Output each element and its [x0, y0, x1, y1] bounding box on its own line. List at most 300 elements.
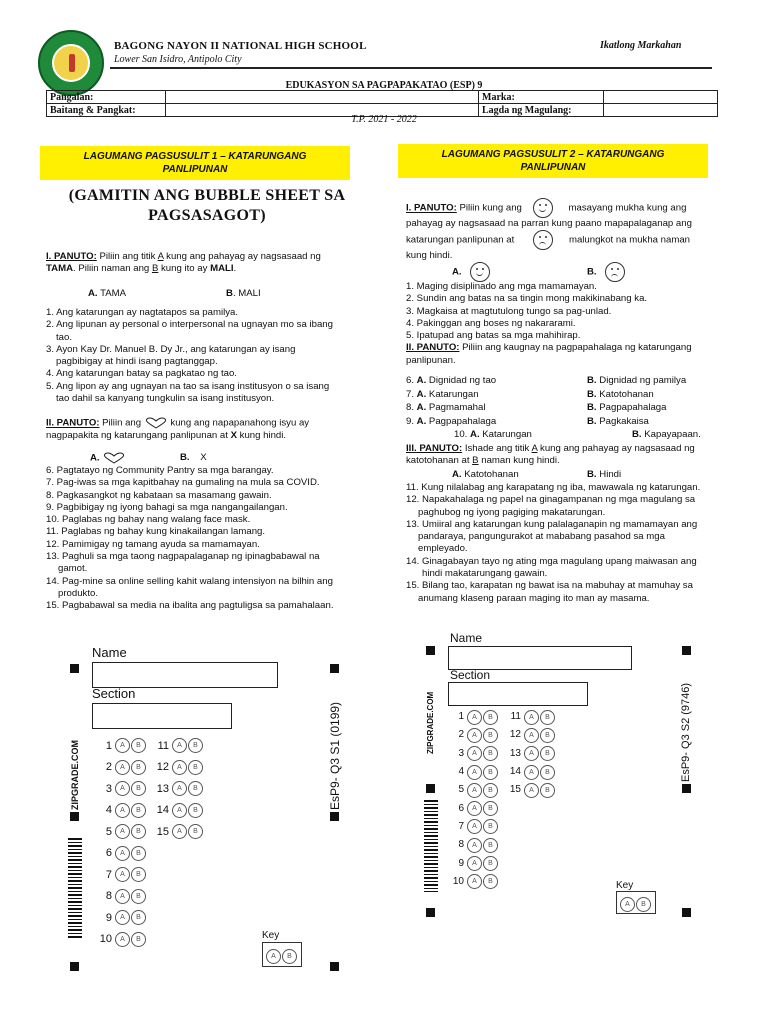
- answer-row: [96, 864, 204, 886]
- answer-bubble-b[interactable]: B: [483, 765, 498, 780]
- answer-bubble-a[interactable]: A: [115, 889, 130, 904]
- answer-bubble-a[interactable]: A: [467, 801, 482, 816]
- answer-bubble-b[interactable]: B: [188, 738, 203, 753]
- question-number: 10.: [454, 429, 471, 440]
- pair-row: [406, 416, 726, 430]
- option-text: Dignidad ng pamilya: [596, 375, 687, 386]
- question-number: 15: [509, 784, 521, 796]
- zipgrade-brand: ZIPGRADE.COM: [426, 691, 435, 754]
- marka-field[interactable]: [604, 91, 718, 104]
- answer-bubble-a[interactable]: A: [115, 846, 130, 861]
- pair-row: [406, 389, 726, 403]
- pair-row: [406, 402, 726, 416]
- q2-option-b: [587, 262, 625, 282]
- key-bubble-b: B: [282, 949, 297, 964]
- answer-grid: [96, 735, 204, 950]
- question-number: 7.: [406, 388, 417, 400]
- q2-part3-text: katotohanan at: [406, 455, 473, 467]
- answer-row: [448, 854, 556, 872]
- answer-bubble-b[interactable]: B: [131, 846, 146, 861]
- question-number: 11: [510, 711, 521, 723]
- question-number: 10: [452, 875, 464, 887]
- answer-row: [96, 821, 204, 843]
- answer-bubble-a[interactable]: A: [172, 738, 187, 753]
- quiz2-part1: [406, 198, 724, 263]
- alignment-marker: [330, 962, 339, 971]
- pair-option-b: [587, 402, 666, 414]
- answer-bubble-b[interactable]: B: [483, 856, 498, 871]
- torch-icon: [69, 54, 75, 72]
- smiley-face-icon: [470, 262, 490, 282]
- question-number: 9: [458, 857, 464, 869]
- question-number: 13: [509, 747, 521, 759]
- q2-part3-heading: III. PANUTO:: [406, 443, 463, 454]
- answer-bubble-b[interactable]: B: [131, 932, 146, 947]
- list-item: 9. Pagbibigay ng iyong bahagi sa mga nangangailangan.: [46, 501, 288, 513]
- answer-bubble-b[interactable]: B: [540, 746, 555, 761]
- answer-row: [448, 763, 556, 781]
- answer-bubble-a[interactable]: A: [524, 783, 539, 798]
- option-text: Pagpapahalaga: [426, 415, 497, 427]
- question-number: 8: [105, 890, 112, 903]
- school-address: Lower San Isidro, Antipolo City: [114, 54, 242, 65]
- key-bubble-a: A: [620, 897, 635, 912]
- alignment-marker: [426, 646, 435, 655]
- answer-bubble-b[interactable]: B: [188, 824, 203, 839]
- alignment-marker: [70, 812, 79, 821]
- part2-option-a: [90, 452, 126, 465]
- list-item: 5. Ipatupad ang batas sa mga mahihirap.: [406, 330, 581, 342]
- option-letter: B.: [587, 469, 597, 480]
- answer-bubble-a[interactable]: A: [467, 838, 482, 853]
- answer-bubble-b[interactable]: B: [540, 710, 555, 725]
- bubble-sheet-instruction-line1: (GAMITIN ANG BUBBLE SHEET SA: [68, 187, 346, 204]
- list-item: 2. Ang lipunan ay personal o interpersonal na ugnayan mo sa ibang: [46, 319, 333, 331]
- quiz2-banner: [398, 144, 708, 178]
- answer-bubble-b[interactable]: B: [483, 728, 498, 743]
- answer-bubble-a[interactable]: A: [467, 710, 482, 725]
- list-item: 4. Pakinggan ang boses ng nakararami.: [406, 317, 576, 329]
- part2-items: [46, 465, 366, 613]
- option-text: Pagmamahal: [426, 402, 486, 413]
- x-keyword: X: [230, 429, 237, 441]
- pair-option-b: [587, 375, 686, 387]
- answer-bubble-b[interactable]: B: [131, 738, 146, 753]
- list-item: hindi makatarungang gawain.: [422, 568, 548, 580]
- option-letter: A.: [416, 375, 427, 386]
- answer-bubble-a[interactable]: A: [172, 824, 187, 839]
- option-text: Katotohanan: [461, 469, 519, 480]
- question-number: 12: [509, 729, 521, 741]
- list-item: 7. Pag-iwas sa mga kapitbahay na gumaling na mula sa COVID.: [46, 477, 320, 489]
- list-item: 1. Maging disiplinado ang mga mamamayan.: [406, 281, 597, 292]
- part2-text: nagpapakita ng katarungang panlipunan at: [46, 429, 231, 441]
- alignment-marker: [682, 784, 691, 793]
- answer-bubble-b[interactable]: B: [188, 781, 203, 796]
- answer-bubble-a[interactable]: A: [467, 856, 482, 871]
- marka-label: Marka:: [479, 91, 604, 104]
- answer-bubble-a[interactable]: A: [115, 867, 130, 882]
- option-letter: A.: [416, 415, 427, 427]
- option-letter: A.: [90, 452, 100, 464]
- q2-part3-text: Ishade ang titik: [462, 443, 532, 454]
- q2-part1-heading: I. PANUTO:: [406, 202, 457, 214]
- answer-bubble-a[interactable]: A: [115, 824, 130, 839]
- answer-bubble-b[interactable]: B: [540, 765, 555, 780]
- list-item: paghubog ng iyong pagiging makatarungan.: [418, 506, 606, 518]
- answer-bubble-b[interactable]: B: [131, 760, 146, 775]
- q2-part1-text: masayang mukha kung ang: [568, 202, 687, 214]
- alignment-marker: [682, 908, 691, 917]
- list-item: 5. Ang lipon ay ang ugnayan na tao sa isang institusyon o sa isang: [46, 380, 330, 392]
- list-item: anumang klaseng paraan maging ito man ay masama.: [418, 592, 650, 604]
- section-field[interactable]: [448, 682, 588, 706]
- list-item: 3. Ayon Kay Dr. Manuel B. Dy Jr., ang katarungan ay isang: [46, 343, 296, 355]
- pair-row: [406, 429, 726, 443]
- part1-instruction-line2: [46, 263, 362, 275]
- list-item: pandaraya, pangungurakot at mababang pasahod sa mga: [418, 531, 665, 543]
- option-text: Dignidad ng tao: [426, 375, 497, 386]
- option-text: Hindi: [596, 469, 622, 480]
- answer-bubble-b[interactable]: B: [131, 781, 146, 796]
- answer-row: [96, 778, 204, 800]
- question-number: 6: [458, 802, 464, 814]
- answer-row: [448, 708, 556, 726]
- school-name: BAGONG NAYON II NATIONAL HIGH SCHOOL: [114, 40, 367, 52]
- list-item: 15. Pagbabawal sa media na ibalita ang pagtuligsa sa pamahalaan.: [46, 600, 334, 612]
- answer-bubble-b[interactable]: B: [483, 874, 498, 889]
- question-number: 3: [105, 782, 112, 795]
- key-bubble-b: B: [636, 897, 651, 912]
- list-item: 6. Pagtatayo ng Community Pantry sa mga barangay.: [46, 465, 274, 476]
- question-number: 10: [99, 933, 112, 946]
- answer-bubble-a[interactable]: A: [115, 781, 130, 796]
- alignment-marker: [426, 908, 435, 917]
- list-item: 12. Pamimigay ng tamang ayuda sa mamamayan.: [46, 538, 260, 550]
- name-field[interactable]: [92, 662, 278, 688]
- question-number: 3: [458, 747, 464, 759]
- part1-heading: I. PANUTO:: [46, 251, 97, 262]
- quiz2-banner-line2: PANLIPUNAN: [520, 162, 586, 173]
- q2-part1-items: [406, 281, 724, 367]
- section-label: Section: [92, 686, 136, 701]
- option-letter: A.: [416, 388, 427, 400]
- answer-bubble-a[interactable]: A: [115, 760, 130, 775]
- answer-bubble-b[interactable]: B: [131, 889, 146, 904]
- list-item: 11. Paglabas ng bahay kung kinakailangan lamang.: [46, 526, 266, 538]
- question-number: 4: [458, 766, 464, 778]
- list-item: 14. Ginagabayan tayo ng ating mga magulang upang maiwasan ang: [406, 555, 697, 567]
- sheet-code: EsP9- Q3 S1 (0199): [328, 701, 342, 810]
- question-number: 1: [458, 711, 464, 723]
- logo-emblem: [52, 44, 90, 82]
- answer-row: [96, 929, 204, 951]
- quiz1-part2: [46, 417, 364, 442]
- smiley-face-icon: [533, 198, 553, 218]
- answer-bubble-b[interactable]: B: [131, 803, 146, 818]
- q2-part1-line4: kung hindi.: [406, 250, 453, 262]
- zipgrade-brand: ZIPGRADE.COM: [70, 739, 80, 810]
- sad-face-icon: [605, 262, 625, 282]
- option-letter: B.: [587, 415, 597, 427]
- key-bubble-a: A: [266, 949, 281, 964]
- pair-option-a: [454, 429, 532, 441]
- answer-bubble-b[interactable]: B: [131, 867, 146, 882]
- question-number: 6.: [406, 375, 417, 386]
- option-letter: B.: [587, 375, 597, 386]
- answer-row: [448, 799, 556, 817]
- question-number: 8: [458, 839, 464, 851]
- option-text: Pagpapahalaga: [596, 402, 667, 413]
- part2-text: kung ang napapanahong isyu ay: [167, 417, 310, 429]
- question-number: 6: [105, 847, 112, 860]
- q2-part1-text: Piliin kung ang: [456, 202, 525, 214]
- part2-heading: II. PANUTO:: [46, 417, 100, 429]
- part2-option-b: [180, 452, 207, 464]
- key-box: [616, 891, 656, 914]
- pangalan-field[interactable]: [166, 91, 479, 104]
- question-number: 7: [105, 868, 112, 881]
- option-text: X: [200, 452, 207, 463]
- list-item: 1. Ang katarungan ay nagtatapos sa pamilya.: [46, 307, 239, 318]
- part2-text: Piliin ang: [99, 417, 144, 429]
- alignment-marker: [426, 784, 435, 793]
- question-number: 11: [157, 739, 169, 752]
- answer-row: [96, 735, 204, 757]
- answer-bubble-a[interactable]: A: [172, 781, 187, 796]
- question-number: 14: [156, 804, 169, 817]
- q2-part2-line2: panlipunan.: [406, 354, 456, 366]
- quiz1-part1: [46, 251, 362, 276]
- part1-letter-a: A: [157, 251, 164, 262]
- answer-bubble-a[interactable]: A: [467, 746, 482, 761]
- question-number: 2: [458, 729, 464, 741]
- q2-part1-line2: pahayag ay nagsasaad na parran kung paano mapapalaganap ang: [406, 218, 692, 229]
- option-letter: B.: [587, 388, 597, 400]
- option-letter: A.: [452, 266, 462, 278]
- list-item: 8. Pagkasangkot ng kabataan sa masamang gawain.: [46, 489, 272, 501]
- answer-bubble-b[interactable]: B: [483, 783, 498, 798]
- option-text: Katarungan: [426, 388, 479, 400]
- question-number: 4: [105, 804, 112, 817]
- heart-icon: [102, 452, 126, 464]
- mali-keyword: MALI: [210, 263, 234, 275]
- bubble-sheet-1: [60, 640, 360, 980]
- pair-option-a: [406, 375, 496, 387]
- alignment-marker: [70, 664, 79, 673]
- question-number: 12: [156, 761, 169, 774]
- list-item: 12. Napakahalaga ng papel na ginagampanan ng mga magulang sa: [406, 494, 696, 506]
- list-item: 2. Sundin ang batas na sa tingin mong makikinabang ka.: [406, 293, 648, 305]
- bubble-sheet-2: [420, 630, 700, 930]
- part1-option-b: [226, 288, 261, 300]
- key-label: Key: [616, 880, 634, 891]
- option-text: Katarungan: [479, 429, 532, 440]
- part1-text: . Piliin naman ang: [73, 263, 152, 275]
- answer-row: [448, 873, 556, 891]
- part1-text: .: [233, 263, 237, 275]
- pair-option-a: [406, 416, 496, 428]
- answer-bubble-a[interactable]: A: [467, 819, 482, 834]
- answer-row: [448, 745, 556, 763]
- option-text: TAMA: [97, 288, 127, 299]
- answer-bubble-b[interactable]: B: [188, 803, 203, 818]
- q2-part2-heading: II. PANUTO:: [406, 342, 460, 354]
- alignment-marker: [70, 962, 79, 971]
- subject-title: EDUKASYON SA PAGPAPAKATAO (ESP) 9: [285, 80, 483, 91]
- q2-part3-text: kung ang pahayag ay nagsasaad ng: [537, 443, 695, 454]
- answer-bubble-b[interactable]: B: [540, 783, 555, 798]
- list-item: 11. Kung nilalabag ang karapatang ng iba, mawawala ng katarungan.: [406, 482, 701, 493]
- quiz1-banner: [40, 146, 350, 180]
- question-number: 2: [105, 761, 112, 774]
- sheet-code: EsP9- Q3 S2 (9746): [680, 682, 692, 782]
- section-label: Section: [450, 668, 491, 682]
- answer-bubble-a[interactable]: A: [467, 874, 482, 889]
- pair-option-b: [587, 389, 654, 401]
- list-item: 13. Umiiral ang katarungan kung palalaganapin ng mamamayan ang: [406, 518, 698, 530]
- option-letter: A.: [452, 469, 462, 480]
- pair-option-b: [587, 416, 649, 428]
- name-label: Name: [450, 631, 483, 645]
- question-number: 7: [458, 820, 464, 832]
- answer-row: [448, 818, 556, 836]
- part1-text: kung ito ay: [158, 263, 211, 275]
- name-field[interactable]: [448, 646, 632, 670]
- answer-bubble-b[interactable]: B: [131, 910, 146, 925]
- lagda-label: Lagda ng Magulang:: [479, 104, 604, 117]
- answer-bubble-a[interactable]: A: [524, 728, 539, 743]
- question-number: 15: [156, 825, 169, 838]
- quiz1-banner-line1: LAGUMANG PAGSUSULIT 1 – KATARUNGANG: [83, 151, 307, 162]
- answer-bubble-b[interactable]: B: [483, 801, 498, 816]
- pair-option-b: [632, 429, 701, 441]
- q2-part2-line1: [406, 342, 724, 354]
- part1-items: [46, 307, 364, 405]
- answer-bubble-a[interactable]: A: [172, 803, 187, 818]
- q2-part3-letter-b: B: [472, 455, 479, 467]
- answer-row: [96, 843, 204, 865]
- answer-bubble-b[interactable]: B: [131, 824, 146, 839]
- option-letter: B.: [632, 429, 642, 440]
- answer-bubble-a[interactable]: A: [467, 783, 482, 798]
- option-letter: B.: [587, 402, 597, 413]
- answer-bubble-b[interactable]: B: [188, 760, 203, 775]
- sad-face-icon: [533, 230, 553, 250]
- alignment-marker: [330, 812, 339, 821]
- option-letter: A.: [470, 429, 480, 440]
- option-text: Kapayapaan.: [641, 429, 701, 440]
- answer-bubble-a[interactable]: A: [115, 738, 130, 753]
- answer-bubble-b[interactable]: B: [483, 710, 498, 725]
- question-number: 5: [105, 825, 112, 838]
- quiz1-banner-line2: PANLIPUNAN: [162, 164, 228, 175]
- answer-bubble-a[interactable]: A: [115, 910, 130, 925]
- q2-part2-pairs: [406, 375, 726, 443]
- heart-icon: [144, 417, 168, 429]
- barcode: [68, 838, 82, 938]
- answer-row: [96, 886, 204, 908]
- question-number: 5: [458, 784, 464, 796]
- q2-part3-letter-a: A: [531, 443, 538, 454]
- option-text: Pagkakaisa: [596, 415, 649, 427]
- option-letter: A.: [416, 402, 427, 413]
- q2-part3-items: [406, 482, 726, 605]
- answer-bubble-a[interactable]: A: [467, 765, 482, 780]
- answer-bubble-a[interactable]: A: [115, 932, 130, 947]
- answer-bubble-a[interactable]: A: [524, 765, 539, 780]
- barcode: [424, 800, 438, 892]
- alignment-marker: [682, 646, 691, 655]
- part2-text: kung hindi.: [236, 429, 287, 441]
- answer-row: [448, 836, 556, 854]
- option-text: Katotohanan: [596, 388, 654, 400]
- option-letter: B: [226, 288, 233, 299]
- q2-part1-text: malungkot na mukha naman: [568, 234, 691, 246]
- answer-row: [96, 800, 204, 822]
- list-item: 14. Pag-mine sa online selling kahit walang intensiyon na bilhin ang: [46, 575, 333, 587]
- header-divider: [110, 67, 712, 69]
- answer-bubble-a[interactable]: A: [467, 728, 482, 743]
- quarter-label: Ikatlong Markahan: [600, 40, 682, 51]
- q2-part3-option-a: [452, 469, 519, 481]
- pair-option-a: [406, 389, 479, 401]
- question-number: 13: [156, 782, 169, 795]
- quiz2-part3: [406, 443, 724, 468]
- answer-bubble-a[interactable]: A: [524, 746, 539, 761]
- answer-row: [96, 757, 204, 779]
- part2-instruction-line1: [46, 417, 364, 430]
- part1-text: kung ang pahayag ay nagsasaad ng: [163, 251, 321, 262]
- answer-row: [448, 781, 556, 799]
- part1-letter-b: B: [151, 263, 159, 275]
- pair-option-a: [406, 402, 485, 414]
- q2-part1-text: katarungan panlipunan at: [406, 234, 517, 246]
- answer-bubble-b[interactable]: B: [540, 728, 555, 743]
- answer-bubble-b[interactable]: B: [483, 838, 498, 853]
- answer-bubble-b[interactable]: B: [483, 746, 498, 761]
- answer-bubble-a[interactable]: A: [524, 710, 539, 725]
- q2-part3-option-b: [587, 469, 621, 481]
- answer-row: [448, 726, 556, 744]
- list-item: gamot.: [58, 563, 88, 575]
- option-text: . MALI: [232, 288, 261, 299]
- answer-bubble-a[interactable]: A: [115, 803, 130, 818]
- list-item: produkto.: [58, 587, 99, 599]
- quiz2-banner-line1: LAGUMANG PAGSUSULIT 2 – KATARUNGANG: [441, 149, 665, 160]
- alignment-marker: [330, 664, 339, 673]
- list-item: tao.: [56, 331, 73, 343]
- section-field[interactable]: [92, 703, 232, 729]
- answer-bubble-a[interactable]: A: [172, 760, 187, 775]
- option-letter: A.: [88, 288, 98, 299]
- key-label: Key: [262, 930, 280, 941]
- question-number: 1: [105, 739, 112, 752]
- bubble-sheet-instruction: [52, 186, 362, 226]
- key-box: [262, 942, 302, 967]
- name-label: Name: [92, 645, 127, 660]
- q2-option-a: [452, 262, 490, 282]
- question-number: 9: [105, 911, 112, 924]
- answer-bubble-b[interactable]: B: [483, 819, 498, 834]
- q2-part2-text: Piliin ang kaugnay na pagpapahalaga ng katarungang: [459, 342, 692, 354]
- pair-row: [406, 375, 726, 389]
- list-item: 3. Magkaisa at magtutulong tungo sa pag-unlad.: [406, 305, 612, 317]
- q2-part3-text: naman kung hindi.: [478, 455, 560, 467]
- q2-part1-line1: [406, 198, 724, 218]
- tama-keyword: TAMA: [46, 263, 73, 275]
- part1-text: Piliin ang titik: [96, 251, 158, 262]
